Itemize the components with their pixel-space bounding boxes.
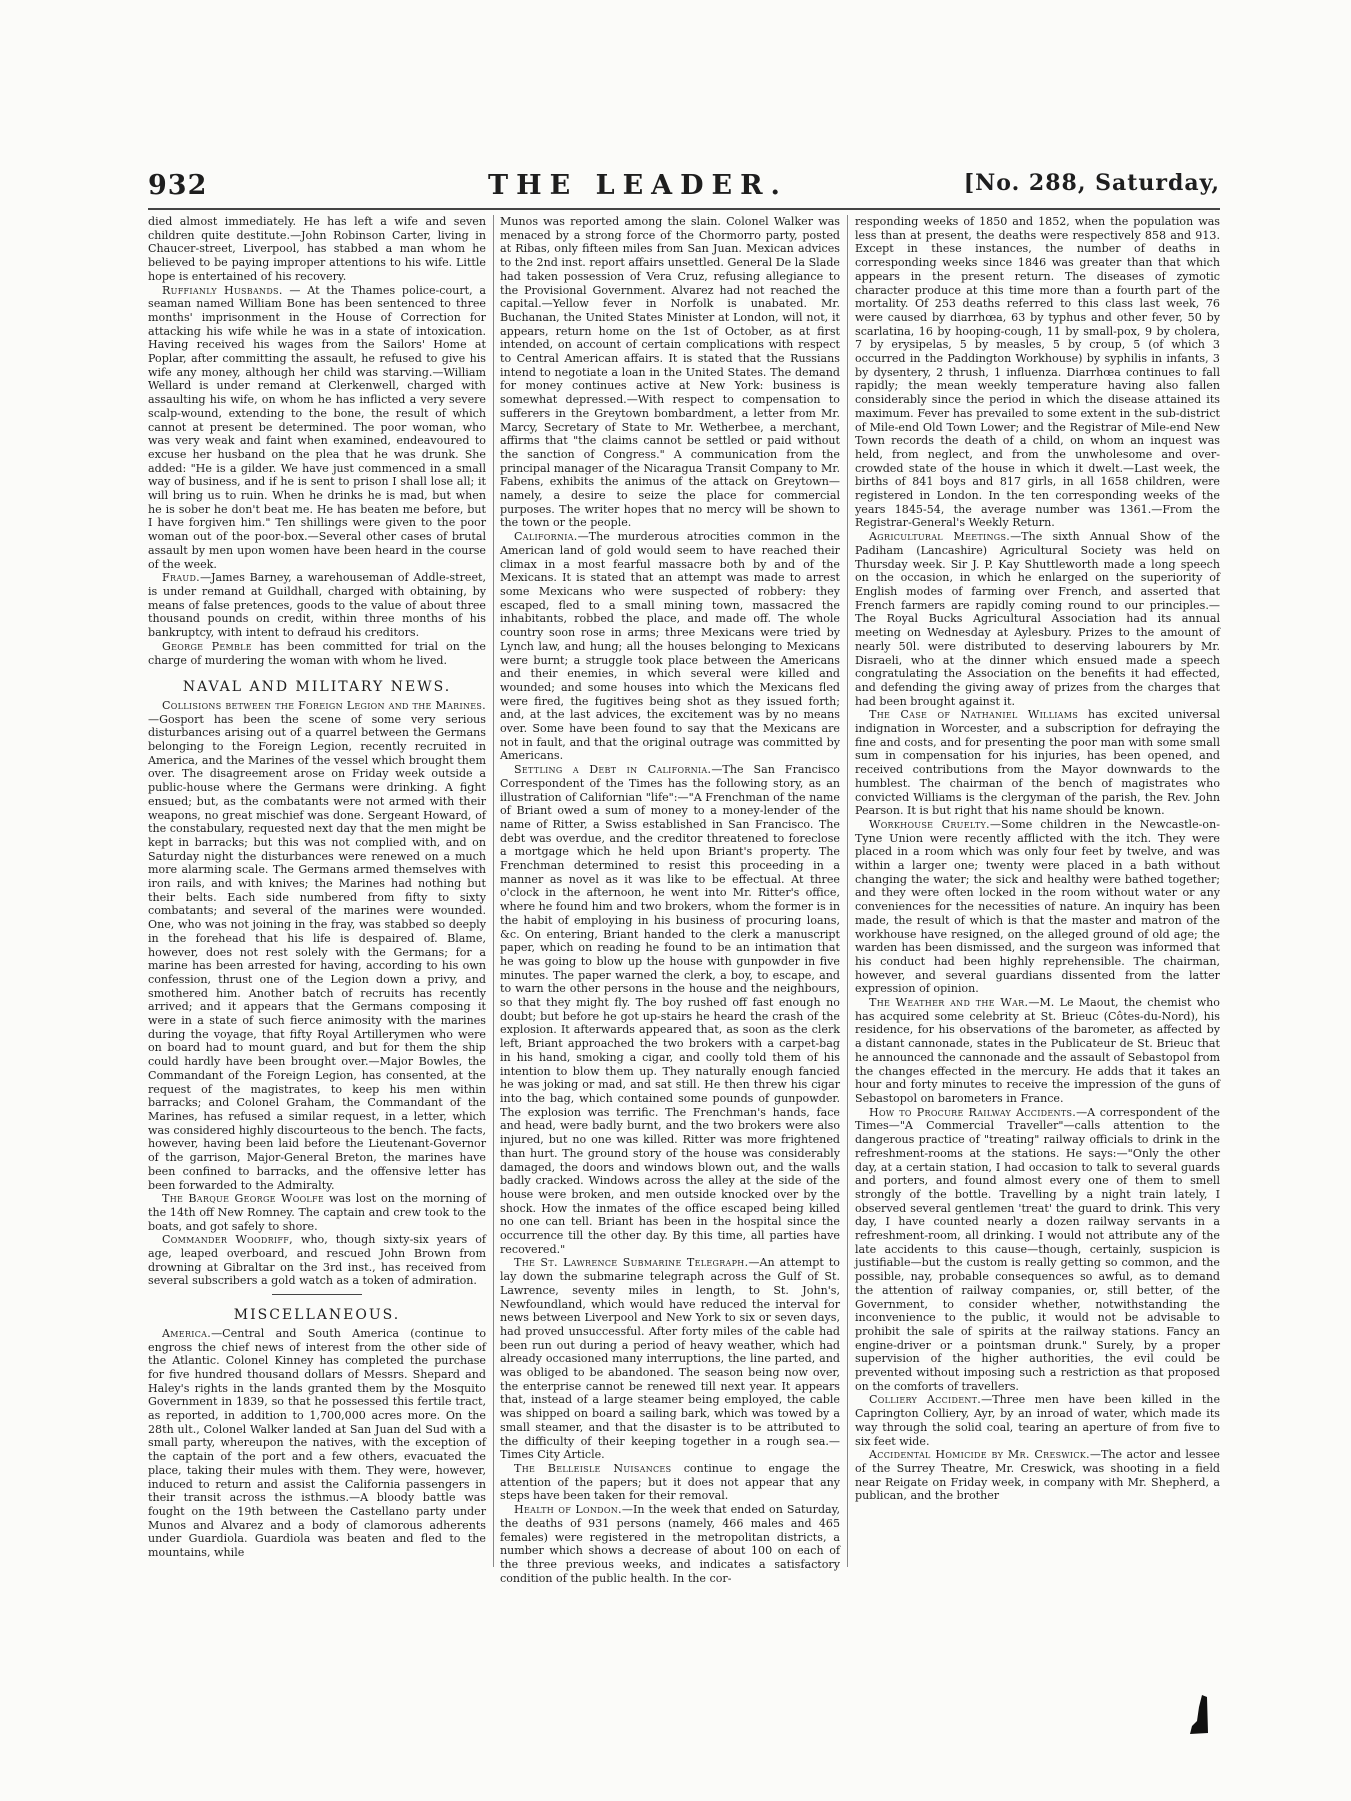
newspaper-title: THE LEADER. — [488, 170, 788, 201]
paragraph: died almost immediately. He has left a wife and seven children quite destitute.—John Robinson Carter, living in Chaucer-street, Liverpool, has stabbed a man whom he believed to be paying improper attentions to his wife. Little hope is entertained of his recovery. — [148, 215, 486, 283]
masthead — [148, 170, 1220, 212]
paragraph: Ruffianly Husbands. — At the Thames police-court, a seaman named William Bone has been sentenced to three months' imprisonment in the House of Correction for attacking his wife while he was in a state of intoxication. Having received his wages from the Sailors' Home at Poplar, after committing the assault, he refused to give his wife any money, although her child was starving.—William Wellard is under remand at Clerkenwell, charged with assaulting his wife, on whom he has inflicted a very severe scalp-wound, extending to the bone, the result of which cannot at present be determined. The poor woman, who was very weak and faint when examined, endeavoured to excuse her husband on the plea that he was drunk. She added: "He is a gilder. We have just commenced in a small way of business, and if he is sent to prison I shall lose all; it will bring us to ruin. When he drinks he is mad, but when he is sober he don't beat me. He has beaten me before, but I have forgiven him." Ten shillings were given to the poor woman out of the poor-box.—Several other cases of brutal assault by men upon women have been heard in the course of the week. — [148, 283, 486, 571]
column-divider — [847, 215, 848, 1567]
column-divider — [493, 215, 494, 1567]
paragraph: Workhouse Cruelty.—Some children in the Newcastle-on-Tyne Union were recently afflicted with the itch. They were placed in a room which was only four feet by twelve, and was within a larger one; twenty were placed in a bath without changing the water; the sick and healthy were bathed together; and they were often locked in the room without water or any conveniences for the necessities of nature. An inquiry has been made, the result of which is that the master and matron of the workhouse have resigned, on the alleged ground of old age; the warden has been dismissed, and the surgeon was informed that his conduct had been highly reprehensible. The chairman, however, and several guardians dissented from the latter expression of opinion. — [855, 817, 1220, 996]
paragraph: America.—Central and South America (continue to engross the chief news of interest from the other side of the Atlantic. Colonel Kinney has completed the purchase for five hundred thousand dollars of Messrs. Shepard and Haley's rights in the lands granted them by the Mosquito Government in 1839, so that he possessed this fertile tract, as reported, in addition to 1,700,000 acres more. On the 28th ult., Colonel Walker landed at San Juan del Sud with a small party, whereupon the natives, with the exception of the captain of the port and a few others, evacuated the place, taking their mules with them. They were, however, induced to return and assist the California passengers in their transit across the isthmus.—A bloody battle was fought on the 19th between the Castellano party under Munos and Alvarez and a body of clamorous adherents under Guardiola. Guardiola was beaten and fled to the mountains, while — [148, 1326, 486, 1560]
paragraph: Collisions between the Foreign Legion and the Marines.—Gosport has been the scene of some very serious disturbances arising out of a quarrel between the Germans belonging to the Foreign Legion, recently recruited in America, and the Marines of the vessel which brought them over. The disagreement arose on Friday week outside a public-house where the Germans were drinking. A fight ensued; but, as the combatants were not armed with their weapons, no great mischief was done. Sergeant Howard, of the constabulary, requested next day that the men might be kept in barracks; but this was not complied with, and on Saturday night the disturbances were renewed on a much more alarming scale. The Germans armed themselves with iron rails, and with knives; the Marines had nothing but their belts. Each side numbered from fifty to sixty combatants; and several of the marines were wounded. One, who was not joining in the fray, was stabbed so deeply in the forehead that his life is despaired of. Blame, however, does not rest solely with the Germans; for a marine has been arrested for having, according to his own confession, thrust one of the Legion down a privy, and smothered him. Another batch of recruits has recently arrived; and it appears that the Germans composing it were in a state of such fierce animosity with the marines during the voyage, that fifty Royal Artillerymen who were on board had to mount guard, and but for them the ship could hardly have been brought over.—Major Bowles, the Commandant of the Foreign Legion, has consented, at the request of the magistrates, to keep his men within barracks; and Colonel Graham, the Commandant of the Marines, has refused a similar request, in a letter, which was considered highly discourteous to the bench. The facts, however, having been laid before the Lieutenant-Governor of the garrison, Major-General Breton, the marines have been confined to barracks, and the offensive letter has been forwarded to the Admiralty. — [148, 698, 487, 1192]
section-heading-miscellaneous: MISCELLANEOUS. — [233, 1307, 401, 1324]
issue-number: [No. 288, Saturday, — [963, 170, 1220, 196]
paragraph: Commander Woodriff, who, though sixty-six years of age, leaped overboard, and rescued John Brown from drowning at Gibraltar on the 3rd inst., has received from several subscribers a gold watch as a token of admiration. — [148, 1233, 486, 1288]
paragraph: The Case of Nathaniel Williams has excited universal indignation in Worcester, and a subscription for defraying the fine and costs, and for presenting the poor man with some small sum in compensation for his injuries, has been opened, and received contributions from the Mayor downwards to the humblest. The chairman of the bench of magistrates who convicted Williams is the clergyman of the parish, the Rev. John Pearson. It is but right that his name should be known. — [855, 708, 1220, 818]
paragraph: The St. Lawrence Submarine Telegraph.—An attempt to lay down the submarine telegraph across the Gulf of St. Lawrence, seventy miles in length, to St. John's, Newfoundland, which would have reduced the interval for news between Liverpool and New York to six or seven days, had proved unsuccessful. After forty miles of the cable had been run out during a period of heavy weather, which had already occasioned many interruptions, the line parted, and was obliged to be abandoned. The season being now over, the enterprise cannot be renewed till next year. It appears that, instead of a large steamer being employed, the cable was shipped on board a sailing bark, which was towed by a small steamer, and that the disaster is to be attributed to the difficulty of their keeping together in a rough sea.—Times City Article. — [500, 1256, 840, 1462]
column-1 — [148, 215, 486, 1567]
section-heading-naval: NAVAL AND MILITARY NEWS. — [182, 679, 452, 696]
paragraph: California.—The murderous atrocities common in the American land of gold would seem to have reached their climax in a most fearful massacre both by and of the Mexicans. It is stated that an attempt was made to arrest some Mexicans who were suspected of robbery: they escaped, fled to a small mining town, massacred the inhabitants, robbed the place, and made off. The whole country soon rose in arms; three Mexicans were tried by Lynch law, and hung; all the houses belonging to Mexicans were burnt; a struggle took place between the Americans and their enemies, in which several were killed and wounded; and some houses into which the Mexicans fled were fired, the fugitives being shot as they issued forth; and, at the last advices, the excitement was by no means over. Some have been found to say that the Mexicans are not in fault, and that the original outrage was committed by Americans. — [500, 530, 840, 763]
paragraph: Fraud.—James Barney, a warehouseman of Addle-street, is under remand at Guildhall, charged with obtaining, by means of false pretences, goods to the value of about three thousand pounds on credit, within three months of his bankruptcy, with intent to defraud his creditors. — [148, 571, 486, 640]
paragraph: The Barque George Woolfe was lost on the morning of the 14th off New Romney. The captain and crew took to the boats, and got safely to shore. — [148, 1192, 486, 1233]
page-number: 932 — [148, 170, 208, 201]
paragraph: Settling a Debt in California.—The San Francisco Correspondent of the Times has the following story, as an illustration of Californian "life":—"A Frenchman of the name of Briant owed a sum of money to a money-lender of the name of Ritter, a Swiss established in San Francisco. The debt was overdue, and the creditor threatened to foreclose a mortgage which he held upon Briant's property. The Frenchman determined to resist this proceeding in a manner as novel as it was like to be effectual. At three o'clock in the afternoon, he went into Mr. Ritter's office, where he found him and two brokers, whom the former is in the habit of employing in his business of procuring loans, &c. On entering, Briant handed to the clerk a manuscript paper, which on reading he found to be an intimation that he was going to blow up the house with gunpowder in five minutes. The paper warned the clerk, a boy, to escape, and to warn the other persons in the house and the neighbours, so that they might fly. The boy rushed off fast enough no doubt; but before he got up-stairs he heard the crash of the explosion. It afterwards appeared that, as soon as the clerk left, Briant approached the two brokers with a carpet-bag in his hand, smoking a cigar, and coolly told them of his intention to blow them up. They naturally enough fancied he was joking or mad, and sat still. He then threw his cigar into the bag, which contained some pounds of gunpowder. The explosion was terrific. The Frenchman's hands, face and head, were badly burnt, and the two brokers were also injured, but no one was killed. Ritter was more frightened than hurt. The ground story of the house was considerably damaged, the doors and windows blown out, and the walls badly cracked. Windows across the alley at the side of the house were broken, and men outside knocked over by the shock. How the inmates of the office escaped being killed no one can tell. Briant has been in the hospital since the occurrence till the other day. By this time, all parties have recovered." — [500, 763, 840, 1256]
paragraph: Health of London.—In the week that ended on Saturday, the deaths of 931 persons (namely, 466 males and 465 females) were registered in the metropolitan districts, a number which shows a decrease of about 100 on each of the three previous weeks, and indicates a satisfactory condition of the public health. In the cor- — [500, 1503, 840, 1585]
header-rule — [148, 208, 1220, 210]
paragraph: Munos was reported among the slain. Colonel Walker was menaced by a strong force of the Chormorro party, posted at Ribas, only fifteen miles from San Juan. Mexican advices to the 2nd inst. report affairs unsettled. General De la Slade had taken possession of Vera Cruz, refusing allegiance to the Provisional Government. Alvarez had not reached the capital.—Yellow fever in Norfolk is unabated. Mr. Buchanan, the United States Minister at London, will not, it appears, return home on the 1st of October, as at first intended, on account of certain complications with respect to Central American affairs. It is stated that the Russians intend to negotiate a loan in the United States. The demand for money continues active at New York: business is somewhat depressed.—With respect to compensation to sufferers in the Greytown bombardment, a letter from Mr. Marcy, Secretary of State to Mr. Wetherbee, a merchant, affirms that "the claims cannot be settled or paid without the sanction of Congress." A communication from the principal manager of the Nicaragua Transit Company to Mr. Fabens, exhibits the animus of the attack on Greytown—namely, a desire to seize the place for commercial purposes. The writer hopes that no mercy will be shown to the town or the people. — [500, 215, 840, 530]
ink-mark-icon — [1188, 1693, 1210, 1735]
paragraph: The Belleisle Nuisances continue to engage the attention of the papers; but it does not appear that any steps have been taken for their removal. — [500, 1461, 841, 1503]
paragraph: The Weather and the War.—M. Le Maout, the chemist who has acquired some celebrity at St. Brieuc (Côtes-du-Nord), his residence, for his observations of the barometer, as affected by a distant cannonade, states in the Publicateur de St. Brieuc that he announced the cannonade and the assault of Sebastopol from the changes effected in the mercury. He adds that it takes an hour and forty minutes to receive the impression of the guns of Sebastopol on barometers in France. — [855, 996, 1220, 1105]
column-3 — [855, 215, 1220, 1567]
paragraph: responding weeks of 1850 and 1852, when the population was less than at present, the deaths were respectively 858 and 913. Except in these instances, the number of deaths in corresponding weeks since 1846 was greater than that which appears in the present return. The diseases of zymotic character produce at this time more than a fourth part of the mortality. Of 253 deaths referred to this class last week, 76 were caused by diarrhœa, 63 by typhus and other fever, 50 by scarlatina, 16 by hooping-cough, 11 by small-pox, 9 by cholera, 7 by erysipelas, 5 by measles, 5 by croup, 5 (of which 3 occurred in the Paddington Workhouse) by syphilis in infants, 3 by dysentery, 2 thrush, 1 influenza. Diarrhœa continues to fall rapidly; the mean weekly temperature having also fallen considerably since the period in which the disease attained its maximum. Fever has prevailed to some extent in the sub-district of Mile-end Old Town Lower; and the Registrar of Mile-end New Town records the death of a child, on whom an inquest was held, from neglect, and from the unwholesome and over-crowded state of the house in which it dwelt.—Last week, the births of 841 boys and 817 girls, in all 1658 children, were registered in London. In the ten corresponding weeks of the years 1845-54, the average number was 1361.—From the Registrar-General's Weekly Return. — [855, 215, 1220, 530]
paragraph: George Pemble has been committed for trial on the charge of murdering the woman with whom he lived. — [148, 639, 487, 667]
paragraph: Accidental Homicide by Mr. Creswick.—The actor and lessee of the Surrey Theatre, Mr. Creswick, was shooting in a field near Reigate on Friday week, in company with Mr. Shepherd, a publican, and the brother — [855, 1448, 1221, 1503]
section-rule — [272, 1294, 362, 1295]
paragraph: Agricultural Meetings.—The sixth Annual Show of the Padiham (Lancashire) Agricultural Society was held on Thursday week. Sir J. P. Kay Shuttleworth made a long speech on the occasion, in which he enlarged on the superiority of English modes of farming over French, and asserted that French farmers are rapidly coming round to our principles.—The Royal Bucks Agricultural Association had its annual meeting on Wednesday at Aylesbury. Prizes to the amount of nearly 50l. were distributed to deserving labourers by Mr. Disraeli, who at the dinner which ensued made a speech congratulating the Association on the benefits it had effected, and defending the giving away of prizes from the charges that had been brought against it. — [855, 530, 1220, 708]
paragraph: How to Procure Railway Accidents.—A correspondent of the Times—"A Commercial Traveller"—calls attention to the dangerous practice of "treating" railway officials to drink in the refreshment-rooms at the stations. He says:—"Only the other day, at a certain station, I had occasion to talk to several guards and porters, and found almost every one of them to smell strongly of the bottle. Travelling by a night train lately, I observed several gentlemen 'treat' the guard to drink. This very day, I have counted nearly a dozen railway servants in a refreshment-room, all drinking. I would not attribute any of the late accidents to this cause—though, certainly, suspicion is justifiable—but the custom is really getting so common, and the possible, nay, probable consequences so awful, as to demand the attention of railway companies, or, still better, of the Government, to consider whether, notwithstanding the inconvenience to the public, it would not be advisable to prohibit the sale of spirits at the railway stations. Fancy an engine-driver or a pointsman drunk." Surely, by a proper supervision of the higher authorities, the evil could be prevented without imposing such a restriction as that proposed on the comforts of travellers. — [855, 1105, 1220, 1393]
article-columns — [148, 215, 1221, 1585]
paragraph: Colliery Accident.—Three men have been killed in the Caprington Colliery, Ayr, by an inroad of water, which made its way through the solid coal, tearing an aperture of from five to six feet wide. — [855, 1393, 1221, 1448]
column-2 — [500, 215, 841, 1585]
